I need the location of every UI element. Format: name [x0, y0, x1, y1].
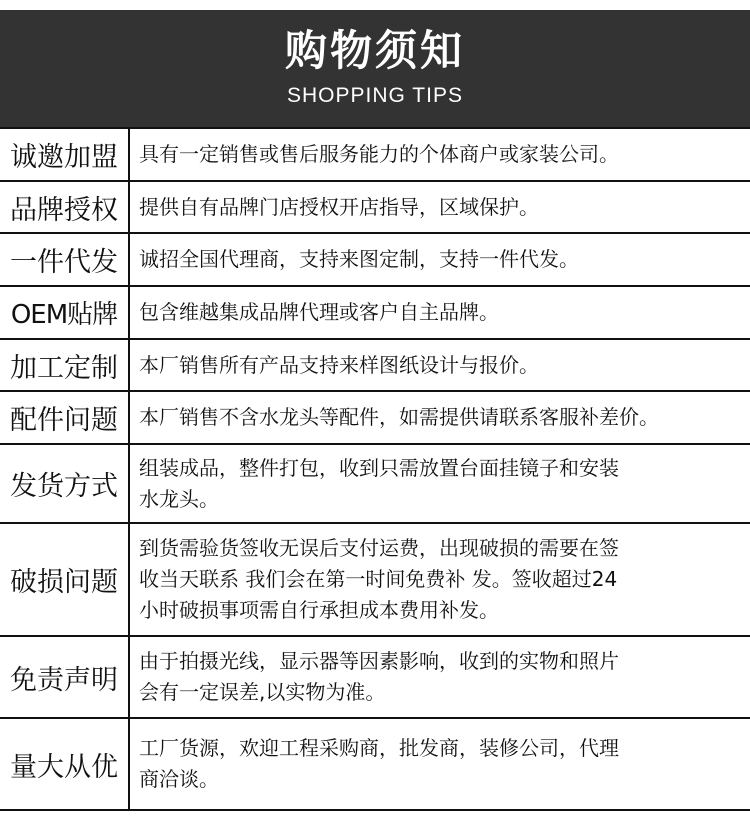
tip-text-customization: 本厂销售所有产品支持来样图纸设计与报价。 [139, 352, 539, 377]
tip-label-dropshipping: 一件代发 [0, 234, 130, 285]
tip-label-accessories: 配件问题 [0, 392, 130, 443]
tip-row-accessories [0, 390, 750, 443]
tip-description-shipping-method [139, 445, 749, 522]
tip-row-shipping-method [0, 443, 750, 522]
tip-label-shipping-method: 发货方式 [0, 445, 130, 522]
shopping-tips-header [0, 10, 750, 127]
tip-label-disclaimer: 免责声明 [0, 637, 130, 717]
tip-description-brand-authorization [139, 182, 749, 232]
tip-label-oem: OEM贴牌 [0, 287, 130, 338]
tip-text-damage-policy: 到货需验货签收无误后支付运费，出现破损的需要在签 收当天联系 我们会在第一时间免费补 发。签收超过24 小时破损事项需自行承担成本费用补发。 [139, 536, 619, 622]
page-subtitle: SHOPPING TIPS [287, 84, 463, 107]
tip-description-accessories [139, 392, 749, 443]
page-title: 购物须知 [284, 26, 465, 75]
tip-label-brand-authorization: 品牌授权 [0, 182, 130, 232]
tip-text-bulk-orders: 工厂货源，欢迎工程采购商，批发商，装修公司，代理 商洽谈。 [139, 736, 619, 791]
tip-description-disclaimer [139, 637, 749, 717]
tip-label-join: 诚邀加盟 [0, 129, 130, 180]
tip-row-damage-policy [0, 522, 750, 635]
tip-label-damage-policy: 破损问题 [0, 524, 130, 635]
tip-row-disclaimer [0, 635, 750, 717]
tip-description-damage-policy [139, 524, 749, 635]
tip-text-dropshipping: 诚招全国代理商，支持来图定制，支持一件代发。 [139, 247, 579, 271]
tip-row-brand-authorization [0, 180, 750, 232]
tip-text-oem: 包含维越集成品牌代理或客户自主品牌。 [139, 300, 499, 324]
tip-text-disclaimer: 由于拍摄光线，显示器等因素影响，收到的实物和照片 会有一定误差,以实物为准。 [139, 649, 619, 704]
tip-description-oem [139, 287, 749, 338]
tip-text-accessories: 本厂销售不含水龙头等配件，如需提供请联系客服补差价。 [139, 405, 659, 429]
tip-row-customization [0, 338, 750, 390]
tip-text-brand-authorization: 提供自有品牌门店授权开店指导，区域保护。 [139, 194, 539, 219]
tip-row-join [0, 127, 750, 180]
tip-description-customization [139, 340, 749, 390]
tip-text-shipping-method: 组装成品，整件打包，收到只需放置台面挂镜子和安装 水龙头。 [139, 455, 619, 511]
tip-row-bulk-orders [0, 717, 750, 809]
tip-row-oem [0, 285, 750, 338]
tip-label-bulk-orders: 量大从优 [0, 719, 130, 809]
shopping-tips-table [0, 127, 750, 811]
tip-label-customization: 加工定制 [0, 340, 130, 390]
tip-row-dropshipping [0, 232, 750, 285]
tip-description-dropshipping [139, 234, 749, 285]
tip-description-bulk-orders [139, 719, 749, 809]
tip-text-join: 具有一定销售或售后服务能力的个体商户或家装公司。 [139, 142, 619, 166]
tip-description-join [139, 129, 749, 180]
